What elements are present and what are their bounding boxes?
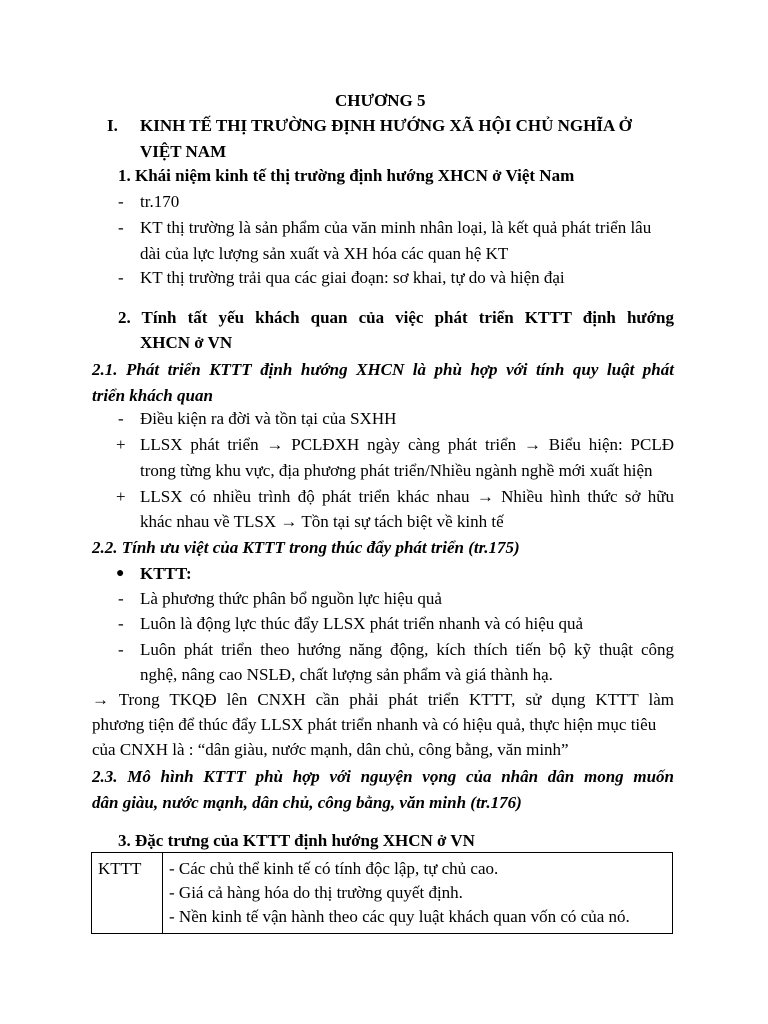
dash-marker: - (118, 614, 124, 633)
dash-marker: - (118, 640, 124, 659)
h2-1-plus-2-line1: LLSX có nhiều trình độ phát triển khác nhau → Nhiều hình thức sở hữu (140, 487, 674, 506)
h2-1-plus-1-line2: trong từng khu vực, địa phương phát triển/Nhiều ngành nghề mới xuất hiện (140, 461, 653, 480)
h1-bullet-1: tr.170 (140, 192, 180, 211)
dash-marker: - (118, 218, 124, 237)
heading-2-line2: XHCN ở VN (140, 333, 233, 352)
h2-2-dash-3-line2: nghệ, nâng cao NSLĐ, chất lượng sản phẩm và giá thành hạ. (140, 665, 553, 684)
h1-bullet-2-line2: dài của lực lượng sản xuất và XH hóa các quan hệ KT (140, 244, 509, 263)
dash-marker: - (118, 589, 124, 608)
conclusion-line3: của CNXH là : “dân giàu, nước mạnh, dân chủ, công bằng, văn minh” (92, 740, 569, 759)
h2-2-dash-3-line1: Luôn phát triển theo hướng năng động, kích thích tiến bộ kỹ thuật công (140, 640, 674, 659)
dash-marker: - (118, 268, 124, 287)
h2-2-dash-1: Là phương thức phân bổ nguồn lực hiệu quả (140, 589, 442, 608)
h2-1-plus-1-line1: LLSX phát triển → PCLĐXH ngày càng phát triển → Biểu hiện: PCLĐ (140, 435, 674, 454)
section-title-line1: KINH TẾ THỊ TRƯỜNG ĐỊNH HƯỚNG XÃ HỘI CHỦ NGHĨA Ở (140, 116, 632, 135)
dash-marker: - (118, 409, 124, 428)
heading-2-3-line1: 2.3. Mô hình KTTT phù hợp với nguyện vọng của nhân dân mong muốn (92, 767, 674, 786)
bullet-marker: ● (116, 566, 125, 581)
heading-2-line1: 2. Tính tất yếu khách quan của việc phát triển KTTT định hướng (118, 308, 674, 327)
heading-2-3-line2: dân giàu, nước mạnh, dân chủ, công bằng, văn minh (tr.176) (92, 793, 522, 812)
heading-3: 3. Đặc trưng của KTTT định hướng XHCN ở VN (118, 831, 475, 850)
plus-marker: + (116, 487, 126, 506)
conclusion-line1: → Trong TKQĐ lên CNXH cần phải phát triển KTTT, sử dụng KTTT làm (92, 690, 674, 709)
conclusion-line2: phương tiện để thúc đẩy LLSX phát triển nhanh và có hiệu quả, thực hiện mục tiêu (92, 715, 657, 734)
h2-2-bullet-head: KTTT: (140, 564, 192, 583)
heading-2-1-line2: triển khách quan (92, 386, 213, 405)
table-row (92, 853, 673, 934)
table-content-line: - Giá cả hàng hóa do thị trường quyết định. (169, 883, 463, 902)
h2-2-dash-2: Luôn là động lực thúc đẩy LLSX phát triển nhanh và có hiệu quả (140, 614, 584, 633)
h2-1-plus-2-line2: khác nhau về TLSX → Tồn tại sự tách biệt về kinh tế (140, 512, 504, 531)
section-marker: I. (107, 116, 118, 135)
table-content-line: - Nền kinh tế vận hành theo các quy luật khách quan vốn có của nó. (169, 907, 630, 926)
table-label-cell: KTTT (92, 853, 163, 934)
chapter-title: CHƯƠNG 5 (335, 91, 426, 110)
table-content-line: - Các chủ thể kinh tế có tính độc lập, tự chủ cao. (169, 859, 499, 878)
characteristics-table (91, 852, 673, 934)
plus-marker: + (116, 435, 126, 454)
h1-bullet-2-line1: KT thị trường là sản phẩm của văn minh nhân loại, là kết quả phát triển lâu (140, 218, 652, 237)
h1-bullet-3: KT thị trường trải qua các giai đoạn: sơ khai, tự do và hiện đại (140, 268, 565, 287)
section-title-line2: VIỆT NAM (140, 142, 227, 161)
dash-marker: - (118, 192, 124, 211)
heading-1: 1. Khái niệm kinh tế thị trường định hướng XHCN ở Việt Nam (118, 166, 575, 185)
heading-2-1-line1: 2.1. Phát triển KTTT định hướng XHCN là phù hợp với tính quy luật phát (92, 360, 674, 379)
table-content-cell (163, 853, 673, 934)
heading-2-2: 2.2. Tính ưu việt của KTTT trong thúc đẩy phát triển (tr.175) (92, 538, 520, 557)
h2-1-dash-1: Điều kiện ra đời và tồn tại của SXHH (140, 409, 397, 428)
